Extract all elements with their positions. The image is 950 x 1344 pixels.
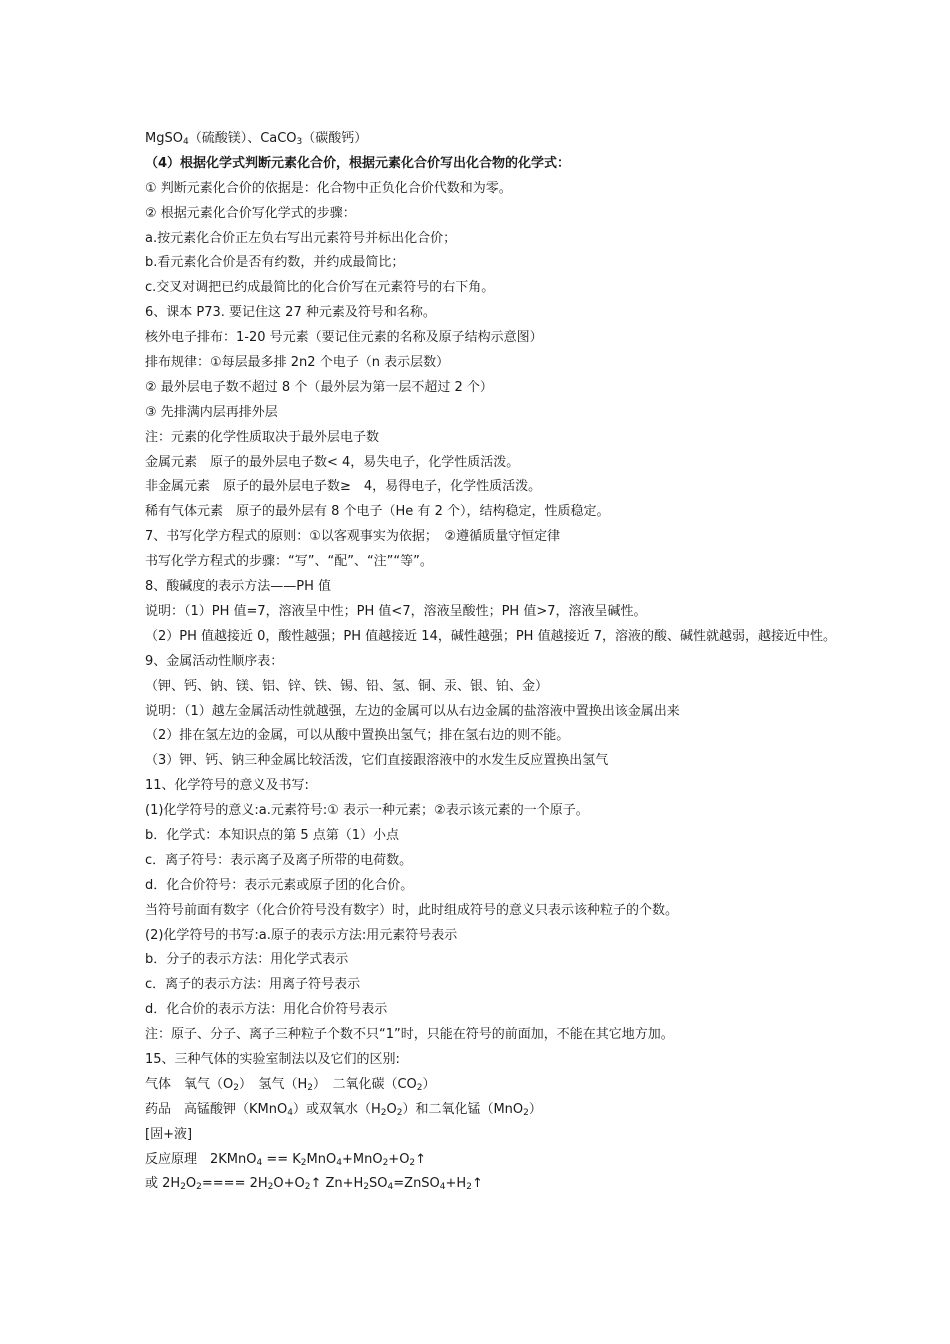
text-line: ③ 先排满内层再排外层 — [145, 404, 278, 420]
subscript: 4 — [256, 1157, 263, 1168]
text: +MnO — [341, 1151, 383, 1167]
drug-row — [145, 1098, 850, 1123]
text-line: 书写化学方程式的步骤：“写”、“配”、“注”“等”。 — [145, 554, 433, 570]
text: MgSO — [145, 131, 183, 146]
text-line: （钾、钙、钠、镁、铝、锌、铁、锡、铅、氢、铜、汞、银、铂、金） — [145, 678, 549, 694]
text: ） — [528, 1101, 542, 1117]
text: MnO — [306, 1151, 337, 1167]
text-line: 非金属元素 原子的最外层电子数≥ 4，易得电子，化学性质活泼。 — [145, 479, 542, 495]
text: 反应原理 2KMnO — [145, 1151, 257, 1167]
formula-line-mgso4-caco3 — [145, 127, 850, 152]
text-line: 当符号前面有数字（化合价符号没有数字）时，此时组成符号的意义只表示该种粒子的个数。 — [145, 902, 679, 918]
text-line: a.按元素化合价正左负右写出元素符号并标出化合价； — [145, 230, 457, 246]
text-line: 说明：（1）越左金属活动性就越强，左边的金属可以从右边金属的盐溶液中置换出该金属出来 — [145, 703, 680, 719]
text-line: b．分子的表示方法：用化学式表示 — [145, 952, 349, 968]
section-heading-8: 8、酸碱度的表示方法——PH 值 — [145, 579, 332, 595]
subscript: 2 — [304, 1182, 311, 1193]
text: （硫酸镁）、CaCO — [188, 131, 297, 146]
text-line: c．离子符号：表示离子及离子所带的电荷数。 — [145, 852, 413, 868]
text: ↑ Zn+H — [310, 1176, 364, 1192]
text: 气体 氧气（O — [145, 1076, 234, 1092]
text: == K — [262, 1151, 301, 1167]
subscript: 4 — [387, 1182, 394, 1193]
subscript: 2 — [307, 1082, 313, 1093]
text: +H — [445, 1176, 467, 1192]
subscript: 2 — [196, 1182, 202, 1193]
text: +O — [388, 1151, 410, 1167]
text: （碳酸钙） — [302, 131, 368, 146]
subscript: 2 — [180, 1182, 186, 1193]
subscript: 2 — [382, 1157, 389, 1168]
text-line: (2)化学符号的书写:a.原子的表示方法:用元素符号表示 — [145, 927, 458, 943]
text: ==== 2H — [201, 1176, 268, 1192]
text: ）或双氧水（H — [292, 1101, 381, 1117]
text: O — [185, 1176, 197, 1192]
section-heading-7: 7、书写化学方程式的原则：①以客观事实为依据； ②遵循质量守恒定律 — [145, 529, 561, 545]
section-heading-9: 9、金属活动性顺序表： — [145, 653, 284, 669]
text: ）和二氧化锰（MnO — [402, 1101, 524, 1117]
text: ↑ — [415, 1151, 427, 1167]
subscript: 3 — [296, 137, 303, 147]
text-line: b．化学式：本知识点的第 5 点第（1）小点 — [145, 827, 400, 843]
subscript: 2 — [380, 1107, 387, 1118]
text-line: c.交叉对调把已约成最简比的化合价写在元素符号的右下角。 — [145, 280, 495, 296]
text-line: c．离子的表示方法：用离子符号表示 — [145, 977, 361, 993]
subscript: 2 — [363, 1182, 370, 1193]
alt-reaction-row — [145, 1172, 850, 1197]
text: =ZnSO — [393, 1176, 440, 1192]
text: SO — [369, 1176, 388, 1192]
subscript: 2 — [523, 1107, 529, 1118]
text-line: ② 根据元素化合价写化学式的步骤： — [145, 205, 356, 221]
text-line: （3）钾、钙、钠三种金属比较活泼，它们直接跟溶液中的水发生反应置换出氢气 — [145, 753, 609, 769]
gas-row — [145, 1073, 850, 1098]
solid-liquid-label: [固+液] — [145, 1126, 193, 1142]
text-line: 核外电子排布：1-20 号元素（要记住元素的名称及原子结构示意图） — [145, 330, 543, 346]
text-line: ② 最外层电子数不超过 8 个（最外层为第一层不超过 2 个） — [145, 379, 493, 395]
subscript: 2 — [409, 1157, 416, 1168]
subscript: 2 — [396, 1107, 403, 1118]
text-line: d．化合价符号：表示元素或原子团的化合价。 — [145, 877, 414, 893]
text: O — [386, 1101, 397, 1117]
section-heading-11: 11、化学符号的意义及书写: — [145, 778, 309, 794]
text-paragraph: （2）PH 值越接近 0，酸性越强；PH 值越接近 14，碱性越强；PH 值越接近 7，溶液的酸、碱性就越弱，越接近中性。 — [145, 628, 836, 644]
section-heading-4: （4）根据化学式判断元素化合价，根据元素化合价写出化合物的化学式： — [145, 155, 571, 171]
text-line: （2）排在氢左边的金属，可以从酸中置换出氢气；排在氢右边的则不能。 — [145, 728, 570, 744]
text-line: b.看元素化合价是否有约数，并约成最简比； — [145, 255, 405, 271]
text: 或 2H — [145, 1176, 181, 1192]
subscript: 4 — [336, 1157, 342, 1168]
text-line: 稀有气体元素 原子的最外层有 8 个电子（He 有 2 个），结构稳定，性质稳定。 — [145, 504, 610, 520]
text-line: 说明：（1）PH 值=7，溶液呈中性；PH 值<7，溶液呈酸性；PH 值>7，溶液呈碱性。 — [145, 603, 647, 619]
subscript: 4 — [287, 1107, 293, 1118]
text: ↑ — [471, 1176, 483, 1192]
text: ） 二氧化碳（CO — [312, 1076, 417, 1092]
subscript: 2 — [466, 1182, 472, 1193]
text-line: 金属元素 原子的最外层电子数< 4，易失电子，化学性质活泼。 — [145, 454, 520, 470]
subscript: 4 — [182, 137, 189, 147]
reaction-row — [145, 1148, 850, 1173]
text-line: 排布规律：①每层最多排 2n2 个电子（n 表示层数） — [145, 355, 450, 371]
text: ） 氢气（H — [238, 1076, 308, 1092]
subscript: 2 — [233, 1082, 239, 1093]
text: ） — [422, 1076, 436, 1092]
text-line: 注：元素的化学性质取决于最外层电子数 — [145, 429, 380, 445]
section-heading-15: 15、三种气体的实验室制法以及它们的区别: — [145, 1051, 400, 1067]
subscript: 2 — [300, 1157, 307, 1168]
text-line: 注：原子、分子、离子三种粒子个数不只“1”时，只能在符号的前面加，不能在其它地方加。 — [145, 1027, 674, 1043]
text: 药品 高锰酸钾（KMnO — [145, 1101, 288, 1117]
text-line: (1)化学符号的意义:a.元素符号:① 表示一种元素；②表示该元素的一个原子。 — [145, 803, 589, 819]
subscript: 4 — [439, 1182, 446, 1193]
subscript: 2 — [416, 1082, 423, 1093]
text: O+O — [273, 1176, 305, 1192]
text-line: ① 判断元素化合价的依据是：化合物中正负化合价代数和为零。 — [145, 180, 512, 196]
text-line: d．化合价的表示方法：用化合价符号表示 — [145, 1002, 388, 1018]
subscript: 2 — [267, 1182, 274, 1193]
section-heading-6: 6、课本 P73. 要记住这 27 种元素及符号和名称。 — [145, 305, 436, 321]
